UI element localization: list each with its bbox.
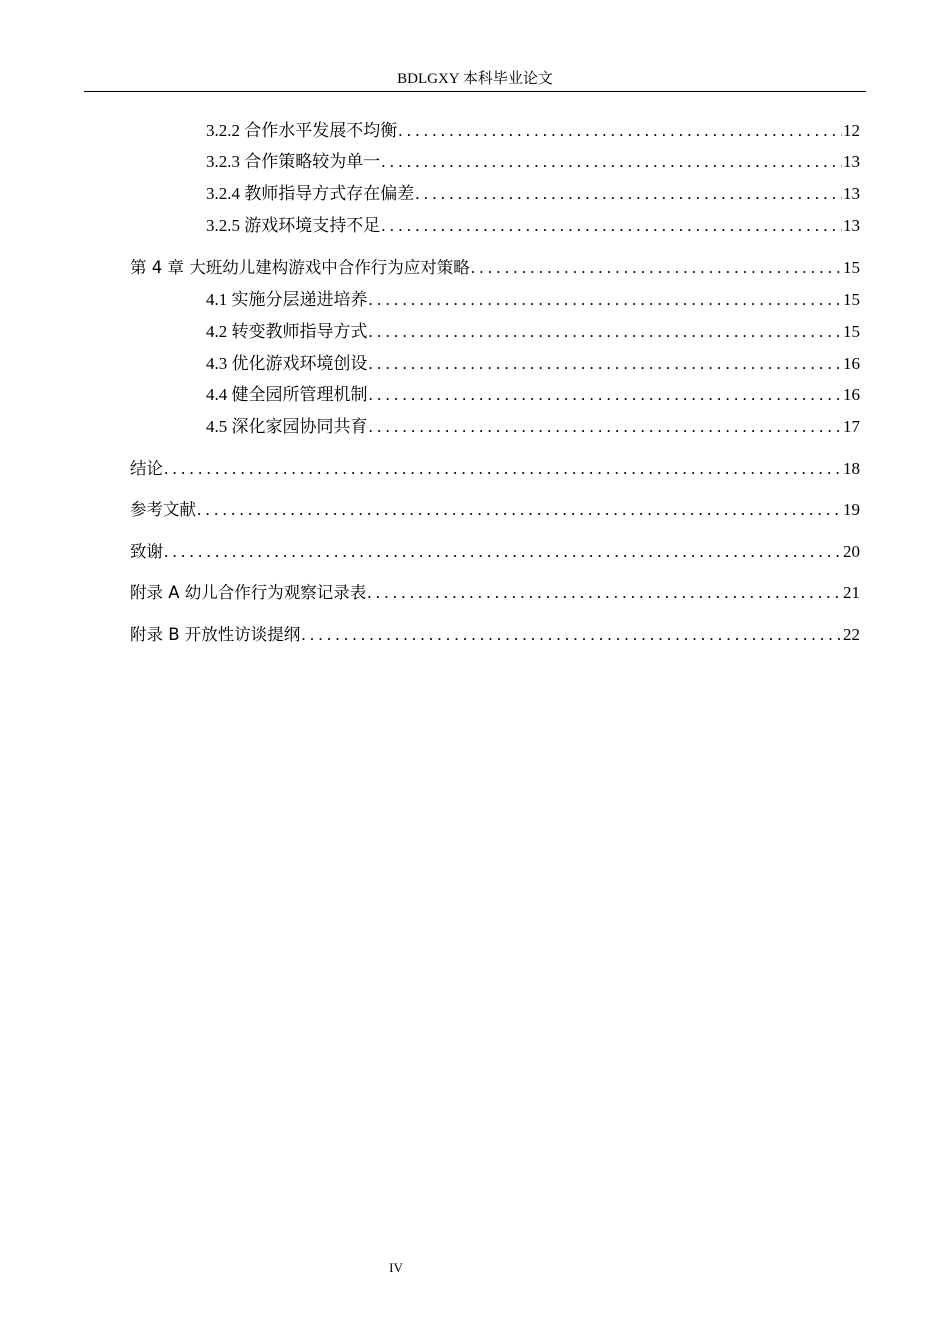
toc-entry-page: 13: [843, 184, 860, 203]
toc-entry-acknowledgements: [130, 541, 860, 563]
toc-leader-dots: [369, 384, 843, 406]
toc-entry-title: 3.2.3 合作策略较为单一: [206, 152, 381, 171]
toc-entry-title: 附录 A 幼儿合作行为观察记录表: [130, 583, 367, 602]
toc-entry-page: 21: [843, 583, 860, 602]
toc-entry-4-2: [206, 321, 860, 343]
toc-entry-page: 15: [843, 322, 860, 341]
toc-leader-dots: [415, 183, 842, 205]
toc-entry-4-5: [206, 416, 860, 438]
toc-leader-dots: [369, 289, 843, 311]
toc-entry-appendix-b: [130, 624, 860, 646]
toc-leader-dots: [381, 151, 842, 173]
toc-leader-dots: [471, 257, 842, 279]
toc-entry-title: 4.1 实施分层递进培养: [206, 290, 368, 309]
toc-entry-4-3: [206, 353, 860, 375]
toc-entry-appendix-a: [130, 582, 860, 604]
toc-entry-3-2-3: [206, 151, 860, 173]
toc-entry-references: [130, 499, 860, 521]
toc-entry-page: 13: [843, 152, 860, 171]
toc-entry-page: 15: [843, 258, 860, 277]
toc-entry-title: 4.4 健全园所管理机制: [206, 385, 368, 404]
toc-entry-page: 16: [843, 354, 860, 373]
toc-entry-page: 17: [843, 417, 860, 436]
toc-entry-page: 19: [843, 500, 860, 519]
toc-leader-dots: [164, 458, 842, 480]
toc-entry-title: 3.2.5 游戏环境支持不足: [206, 216, 381, 235]
toc-entry-page: 12: [843, 121, 860, 140]
toc-entry-title: 致谢: [130, 542, 163, 561]
toc-entry-page: 18: [843, 459, 860, 478]
toc-entry-3-2-4: [206, 183, 860, 205]
toc-leader-dots: [369, 321, 843, 343]
toc-leader-dots: [369, 353, 843, 375]
page-number: IV: [389, 1260, 403, 1275]
toc-entry-title: 4.3 优化游戏环境创设: [206, 354, 368, 373]
toc-leader-dots: [381, 215, 842, 237]
toc-leader-dots: [197, 499, 842, 521]
toc-entry-title: 参考文献: [130, 500, 196, 519]
toc-entry-4-4: [206, 384, 860, 406]
toc-entry-3-2-5: [206, 215, 860, 237]
toc-entry-chapter-4: [130, 257, 860, 279]
header-rule: [84, 91, 866, 92]
toc-entry-title: 结论: [130, 459, 163, 478]
toc-entry-page: 16: [843, 385, 860, 404]
toc-entry-title: 3.2.4 教师指导方式存在偏差: [206, 184, 415, 203]
toc-leader-dots: [301, 624, 842, 646]
toc-leader-dots: [369, 416, 843, 438]
toc-entry-page: 20: [843, 542, 860, 561]
toc-entry-3-2-2: [206, 120, 860, 142]
toc-entry-4-1: [206, 289, 860, 311]
toc-entry-title: 4.2 转变教师指导方式: [206, 322, 368, 341]
toc-entry-conclusion: [130, 458, 860, 480]
toc-entry-title: 附录 B 开放性访谈提纲: [130, 625, 301, 644]
toc-entry-page: 22: [843, 625, 860, 644]
toc-leader-dots: [367, 582, 842, 604]
toc-entry-page: 15: [843, 290, 860, 309]
toc-entry-title: 3.2.2 合作水平发展不均衡: [206, 121, 398, 140]
toc-entry-page: 13: [843, 216, 860, 235]
toc-leader-dots: [164, 541, 842, 563]
toc-leader-dots: [398, 120, 842, 142]
toc-entry-title: 4.5 深化家园协同共育: [206, 417, 368, 436]
toc-entry-title: 第 4 章 大班幼儿建构游戏中合作行为应对策略: [130, 258, 470, 277]
running-header-title: BDLGXY 本科毕业论文: [397, 71, 553, 87]
